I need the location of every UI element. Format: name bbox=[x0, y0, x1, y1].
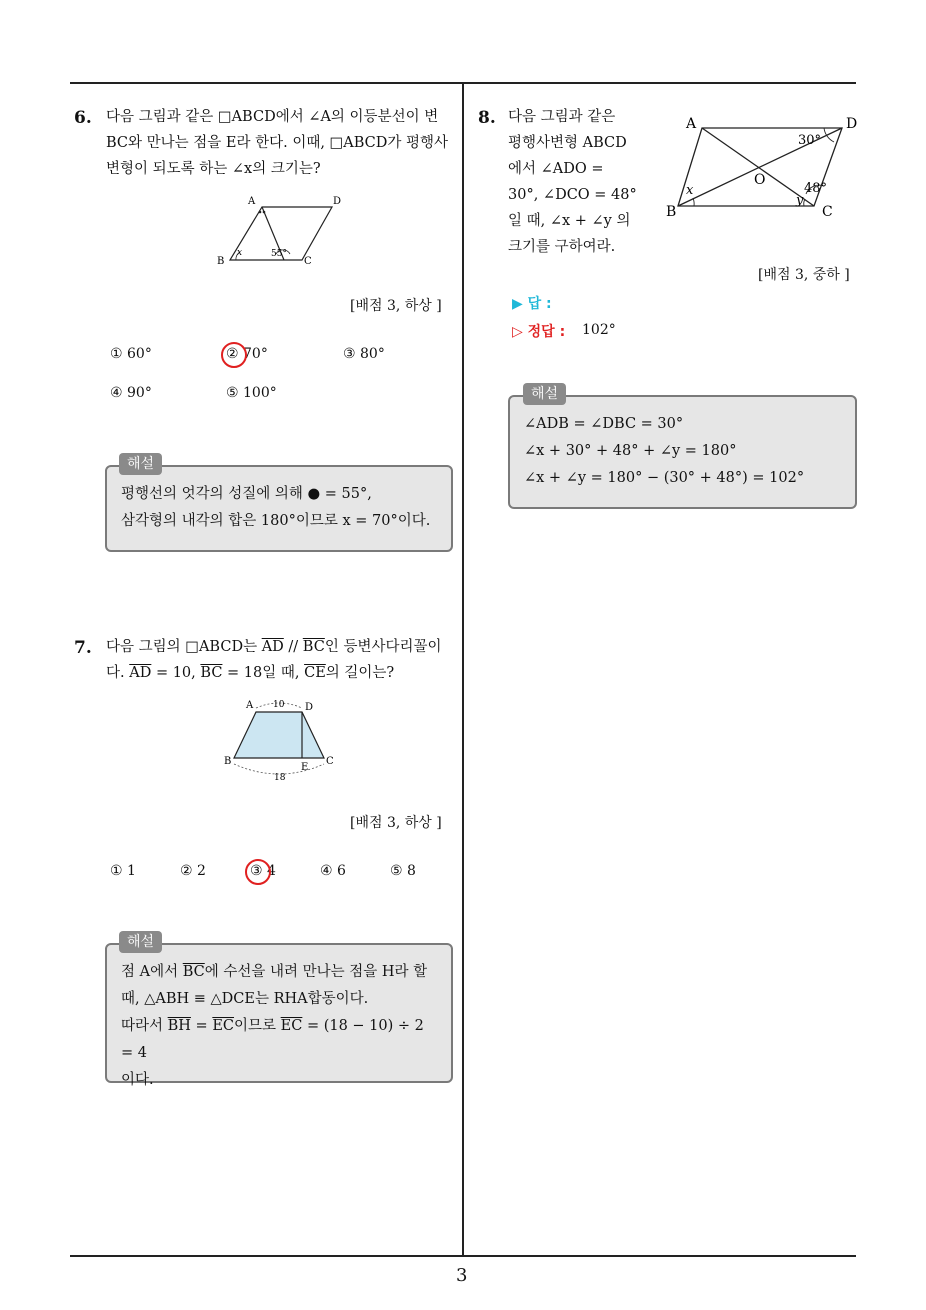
q8-explanation-line-3: ∠x + ∠y = 180° − (30° + 48°) = 102° bbox=[524, 470, 805, 486]
q7-line-1: 다음 그림의 □ABCD는 $\overline{AD} // \overline{BC}$인 등변사다리꼴이 bbox=[106, 639, 442, 655]
q7-label-e: E bbox=[301, 762, 309, 773]
q6-answer-mark bbox=[221, 342, 247, 368]
q7-seg-ad: $\overline{AD}$ bbox=[261, 639, 284, 655]
q8-label-30: 30° bbox=[798, 133, 822, 148]
q6-label-a: A bbox=[248, 196, 256, 207]
q7-score: [배점 3, 하상 ] bbox=[350, 815, 442, 831]
q6-score: [배점 3, 하상 ] bbox=[350, 298, 442, 314]
q7-seg-ce: $\overline{CE}$ bbox=[304, 665, 326, 681]
q8-text bbox=[508, 104, 654, 260]
q6-option-2[interactable]: ② 70° bbox=[226, 346, 268, 362]
page-number: 3 bbox=[456, 1265, 468, 1286]
q7-text bbox=[106, 634, 456, 686]
q6-explanation-box bbox=[105, 465, 453, 552]
q8-line-2: 평행사변형 ABCD bbox=[508, 135, 627, 151]
q8-label-c: C bbox=[822, 204, 833, 220]
q8-label-d: D bbox=[846, 116, 858, 132]
q7-option-3[interactable]: ③ 4 bbox=[250, 863, 276, 879]
q7-option-2[interactable]: ② 2 bbox=[180, 863, 206, 879]
q6-explanation-tag: 해설 bbox=[119, 453, 162, 475]
q8-explanation-box bbox=[508, 395, 857, 509]
q6-option-5[interactable]: ⑤ 100° bbox=[226, 385, 277, 401]
q6-explanation-line-1: 평행선의 엇각의 성질에 의해 ● = 55°, bbox=[121, 486, 372, 502]
q8-label-o: O bbox=[754, 172, 766, 188]
q8-line-4: 30°, ∠DCO = 48° bbox=[508, 187, 637, 203]
q6-label-c: C bbox=[304, 256, 312, 267]
q6-explanation-line-2: 삼각형의 내각의 합은 180°이므로 x = 70°이다. bbox=[121, 513, 431, 529]
q8-figure bbox=[664, 108, 864, 224]
q7-seg-ec: $\overline{EC}$ bbox=[212, 1018, 235, 1034]
column-divider bbox=[462, 82, 464, 1256]
q7-label-c: C bbox=[326, 756, 334, 767]
q7-option-1[interactable]: ① 1 bbox=[110, 863, 136, 879]
q6-label-d: D bbox=[333, 196, 342, 207]
q6-option-4[interactable]: ④ 90° bbox=[110, 385, 152, 401]
q7-label-d: D bbox=[305, 702, 314, 713]
q7-answer-mark bbox=[245, 859, 271, 885]
q6-label-55: 55° bbox=[271, 249, 287, 259]
q7-label-10: 10 bbox=[273, 700, 285, 710]
q6-number: 6. bbox=[74, 108, 92, 128]
q7-line-2: 다. $\overline{AD} = 10$, $\overline{BC} = 18$일 때, $\overline{CE}$의 길이는? bbox=[106, 665, 395, 681]
q8-line-1: 다음 그림과 같은 bbox=[508, 109, 616, 125]
q7-label-b: B bbox=[224, 756, 232, 767]
q7-explanation-line-1: 점 A에서 $\overline{BC}$에 수선을 내려 만나는 점을 H라 할 bbox=[121, 964, 428, 980]
q7-option-4[interactable]: ④ 6 bbox=[320, 863, 346, 879]
q8-label-b: B bbox=[666, 204, 677, 220]
q8-explanation-line-2: ∠x + 30° + 48° + ∠y = 180° bbox=[524, 443, 737, 459]
q8-score: [배점 3, 중하 ] bbox=[758, 267, 850, 283]
q8-correct-value: 102° bbox=[582, 322, 616, 338]
q6-label-b: B bbox=[217, 256, 225, 267]
q8-answer-label[interactable]: ▶ 답 : bbox=[512, 296, 552, 312]
q8-label-a: A bbox=[686, 116, 697, 132]
q8-line-3: 에서 ∠ADO = bbox=[508, 161, 604, 177]
q6-label-x: x bbox=[237, 248, 243, 258]
q6-option-3[interactable]: ③ 80° bbox=[343, 346, 385, 362]
q7-explanation-line-2: 때, △ABH ≡ △DCE는 RHA합동이다. bbox=[121, 991, 369, 1007]
q7-explanation-line-3: 따라서 $\overline{BH} = \overline{EC}$이므로 $\overline{EC} = (18 - 10) \div 2 = 4$ bbox=[121, 1018, 424, 1061]
q8-label-y: y bbox=[796, 193, 804, 208]
q8-line-5: 일 때, ∠x + ∠y 의 bbox=[508, 213, 631, 229]
q7-number: 7. bbox=[74, 638, 92, 658]
q8-correct-label: ▷ 정답 : bbox=[512, 324, 566, 340]
q8-explanation-line-1: ∠ADB = ∠DBC = 30° bbox=[524, 416, 684, 432]
q8-line-6: 크기를 구하여라. bbox=[508, 239, 616, 255]
q7-label-18: 18 bbox=[274, 773, 286, 783]
q7-trapezoid bbox=[234, 712, 324, 758]
q8-label-x: x bbox=[686, 183, 694, 198]
q8-explanation-tag: 해설 bbox=[523, 383, 566, 405]
q7-explanation-line-4: 이다. bbox=[121, 1072, 154, 1088]
q7-seg-bh: $\overline{BH}$ bbox=[167, 1018, 191, 1034]
q7-seg-bc: $\overline{BC}$ bbox=[302, 639, 325, 655]
q7-figure bbox=[218, 696, 342, 786]
q6-text: 다음 그림과 같은 □ABCD에서 ∠A의 이등분선이 변 BC와 만나는 점을 E라 한다. 이때, □ABCD가 평행사변형이 되도록 하는 ∠x의 크기는? bbox=[106, 109, 449, 177]
q8-label-48: 48° bbox=[804, 181, 828, 196]
q6-option-1[interactable]: ① 60° bbox=[110, 346, 152, 362]
q8-number: 8. bbox=[478, 108, 496, 128]
q7-explanation-tag: 해설 bbox=[119, 931, 162, 953]
bottom-rule bbox=[70, 1255, 856, 1257]
q7-label-a: A bbox=[246, 700, 254, 711]
q7-option-5[interactable]: ⑤ 8 bbox=[390, 863, 416, 879]
q7-explanation-box bbox=[105, 943, 453, 1088]
q6-figure bbox=[214, 192, 348, 268]
